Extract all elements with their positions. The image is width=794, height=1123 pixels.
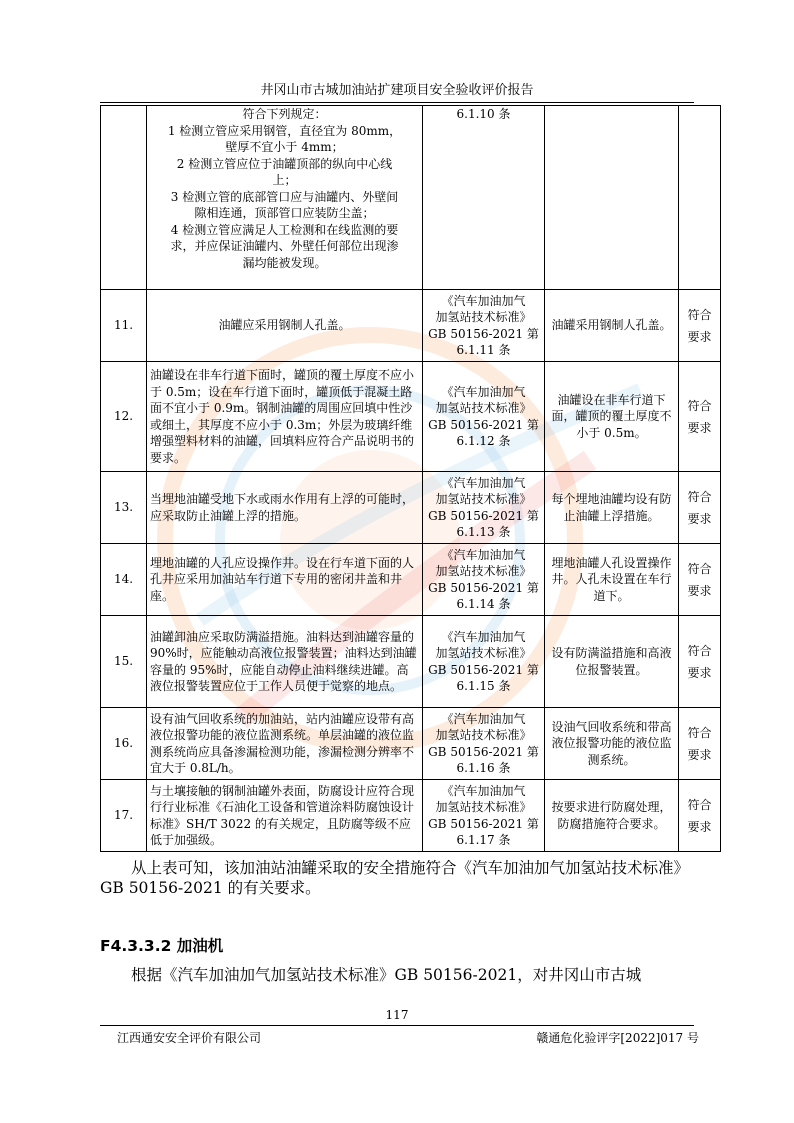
basis-line: GB 50156-2021 第 bbox=[428, 580, 539, 595]
table-cell-requirement: 当埋地油罐受地下水或雨水作用有上浮的可能时，应采取防止油罐上浮的措施。 bbox=[147, 472, 423, 544]
conclusion-paragraph: 从上表可知，该加油站油罐采取的安全措施符合《汽车加油加气加氢站技术标准》GB 50156-2021 的有关要求。 bbox=[100, 859, 690, 897]
table-cell-basis bbox=[423, 708, 545, 780]
basis-line: 加氢站技术标准》 bbox=[435, 800, 532, 814]
table-cell-requirement: 与土壤接触的钢制油罐外表面，防腐设计应符合现行行业标准《石油化工设备和管道涂料防腐蚀设计标准》SH/T 3022 的有关规定，且防腐等级不应低于加强级。 bbox=[147, 780, 423, 852]
basis-line: 《汽车加油加气 bbox=[441, 475, 526, 490]
basis-line: GB 50156-2021 第 bbox=[428, 662, 539, 677]
basis-line: 加氢站技术标准》 bbox=[435, 310, 532, 324]
table-cell-result: 符合要求 bbox=[679, 362, 721, 472]
basis-line: GB 50156-2021 第 bbox=[428, 816, 539, 831]
table-cell-result bbox=[679, 106, 721, 290]
table-cell-situation: 油罐采用钢制人孔盖。 bbox=[545, 290, 679, 362]
table-cell-no: 16. bbox=[101, 708, 147, 780]
table-cell-requirement: 埋地油罐的人孔应设操作井。设在行车道下面的人孔井应采用加油站车行道下专用的密闭井盖和井座。 bbox=[147, 544, 423, 616]
table-cell-no bbox=[101, 106, 147, 290]
basis-line: 6.1.11 条 bbox=[456, 343, 511, 357]
table-row bbox=[101, 362, 721, 472]
basis-line: 《汽车加油加气 bbox=[441, 547, 526, 562]
table-cell-no: 17. bbox=[101, 780, 147, 852]
table-cell-basis bbox=[423, 472, 545, 544]
basis-line: 加氢站技术标准》 bbox=[435, 646, 532, 660]
basis-line: GB 50156-2021 第 bbox=[428, 508, 539, 523]
basis-line: 6.1.16 条 bbox=[456, 761, 511, 775]
footer-rule bbox=[100, 1025, 694, 1026]
basis-line: GB 50156-2021 第 bbox=[428, 744, 539, 759]
intro-paragraph: 根据《汽车加油加气加氢站技术标准》GB 50156-2021，对井冈山市古城 bbox=[131, 966, 642, 984]
basis-line: 加氢站技术标准》 bbox=[435, 492, 532, 506]
basis-line: 《汽车加油加气 bbox=[441, 629, 526, 644]
table-cell-requirement: 油罐应采用钢制人孔盖。 bbox=[147, 290, 423, 362]
table-cell-no: 11. bbox=[101, 290, 147, 362]
table-cell-situation: 设有防满溢措施和高液位报警装置。 bbox=[545, 616, 679, 708]
basis-line: 《汽车加油加气 bbox=[441, 293, 526, 308]
basis-line: 6.1.17 条 bbox=[456, 833, 511, 847]
table-cell-basis bbox=[423, 290, 545, 362]
table-row bbox=[101, 780, 721, 852]
basis-line: 6.1.14 条 bbox=[456, 597, 511, 611]
table-row bbox=[101, 472, 721, 544]
page-number: 117 bbox=[385, 1008, 409, 1022]
table-cell-requirement: 油罐设在非车行道下面时，罐顶的覆土厚度不应小于 0.5m；设在车行道下面时，罐顶低于混凝土路面不宜小于 0.9m。钢制油罐的周围应回填中性沙或细土，其厚度不应小于 0.3m；外层为玻璃纤维增强塑料材料的油罐，回填料应符合产品说明书的要求。 bbox=[147, 362, 423, 472]
table-cell-result: 符合要求 bbox=[679, 780, 721, 852]
basis-line: 《汽车加油加气 bbox=[441, 711, 526, 726]
section-heading: F4.3.3.2 加油机 bbox=[100, 937, 224, 955]
basis-line: 加氢站技术标准》 bbox=[435, 728, 532, 742]
table-cell-result: 符合要求 bbox=[679, 544, 721, 616]
table-cell-basis bbox=[423, 616, 545, 708]
basis-line: 6.1.13 条 bbox=[456, 525, 511, 539]
footer-company: 江西通安安全评价有限公司 bbox=[117, 1031, 262, 1045]
table-cell-situation: 按要求进行防腐处理，防腐措施符合要求。 bbox=[545, 780, 679, 852]
table-cell-situation: 每个埋地油罐均设有防止油罐上浮措施。 bbox=[545, 472, 679, 544]
basis-line: GB 50156-2021 第 bbox=[428, 417, 539, 432]
table-cell-no: 12. bbox=[101, 362, 147, 472]
table-cell-no: 13. bbox=[101, 472, 147, 544]
basis-line: 加氢站技术标准》 bbox=[435, 564, 532, 578]
table-cell-no: 15. bbox=[101, 616, 147, 708]
basis-line: GB 50156-2021 第 bbox=[428, 326, 539, 341]
table-cell-no: 14. bbox=[101, 544, 147, 616]
table-row-continued bbox=[101, 106, 721, 290]
basis-line: 《汽车加油加气 bbox=[441, 384, 526, 399]
table-row bbox=[101, 544, 721, 616]
table-cell-basis bbox=[423, 362, 545, 472]
basis-line: 《汽车加油加气 bbox=[441, 783, 526, 798]
table-row bbox=[101, 708, 721, 780]
safety-check-table bbox=[100, 105, 712, 852]
table-cell-result: 符合要求 bbox=[679, 472, 721, 544]
footer-doc-number: 赣通危化验评字[2022]017 号 bbox=[536, 1031, 699, 1045]
header-rule bbox=[100, 102, 694, 103]
table-cell-situation: 设油气回收系统和带高液位报警功能的液位监测系统。 bbox=[545, 708, 679, 780]
table-cell-result: 符合要求 bbox=[679, 290, 721, 362]
basis-line: 6.1.15 条 bbox=[456, 679, 511, 693]
table-cell-requirement: 设有油气回收系统的加油站，站内油罐应设带有高液位报警功能的液位监测系统。单层油罐的液位监测系统尚应具备渗漏检测功能，渗漏检测分辨率不宜大于 0.8L/h。 bbox=[147, 708, 423, 780]
table-cell-requirement: 油罐卸油应采取防满溢措施。油料达到油罐容量的 90%时，应能触动高液位报警装置；油料达到油罐容量的 95%时，应能自动停止油料继续进罐。高液位报警装置应位于工作人员便于觉察的地点。 bbox=[147, 616, 423, 708]
table-cell-situation: 埋地油罐人孔设置操作井。人孔未设置在车行道下。 bbox=[545, 544, 679, 616]
table-cell-requirement: 符合下列规定： 1 检测立管应采用钢管，直径宜为 80mm， 壁厚不宜小于 4mm； 2 检测立管应位于油罐顶部的纵向中心线 上； 3 检测立管的底部管口应与油罐内、外壁间 隙相连通，顶部管口应装防尘盖； 4 检测立管应满足人工检测和在线监测的要 求，并应保证油罐内、外壁任何部位出现渗 漏均能被发现。 bbox=[147, 106, 423, 290]
table-cell-basis: 6.1.10 条 bbox=[423, 106, 545, 290]
table-row bbox=[101, 290, 721, 362]
table-cell-result: 符合要求 bbox=[679, 616, 721, 708]
table-row bbox=[101, 616, 721, 708]
basis-line: 加氢站技术标准》 bbox=[435, 401, 532, 415]
table-cell-situation: 油罐设在非车行道下面，罐顶的覆土厚度不小于 0.5m。 bbox=[545, 362, 679, 472]
basis-line: 6.1.12 条 bbox=[456, 434, 511, 448]
table-cell-basis bbox=[423, 780, 545, 852]
table-cell-result: 符合要求 bbox=[679, 708, 721, 780]
table-cell-situation bbox=[545, 106, 679, 290]
page-header-title: 井冈山市古城加油站扩建项目安全验收评价报告 bbox=[260, 83, 534, 98]
table-cell-basis bbox=[423, 544, 545, 616]
